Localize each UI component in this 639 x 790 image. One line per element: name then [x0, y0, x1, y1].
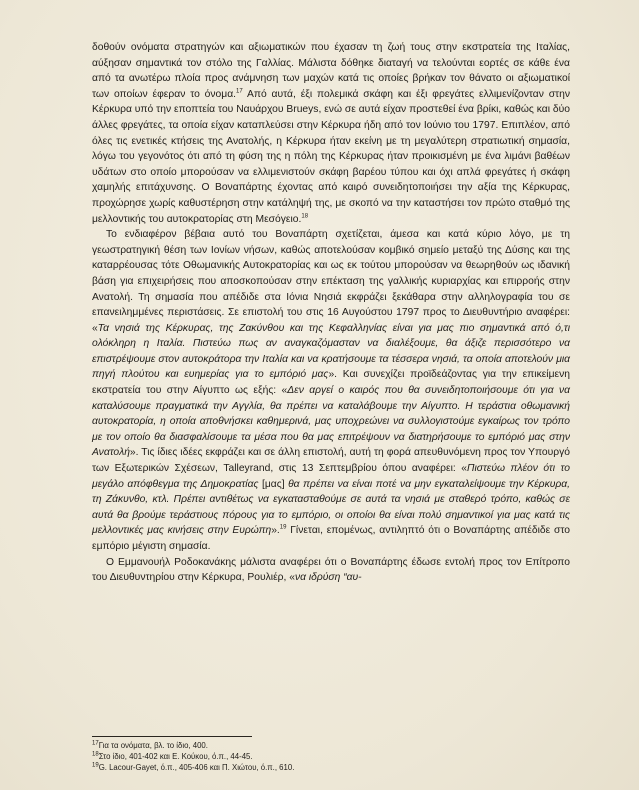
quoted-text: Πιστεύω πλέον ότι το μεγάλο απόφθεγμα της Δημοκρατίας	[92, 463, 570, 490]
body-text	[92, 40, 570, 586]
footnote-text: G. Lacour-Gayet, ό.π., 405-406 και Π. Χιώτου, ό.π., 610.	[98, 762, 295, 772]
text-run: Από αυτά, έξι πολεμικά σκάφη και έξι φρεγάτες ελλιμενίζονταν στην Κέρκυρα υπό την εποπτεία του Ναυάρχου Brueys, ενώ σε αυτά είχαν προστεθεί ένα βρίκι, καθώς και δύο άλλες φρεγάτες, τα οποία είχαν καταπλεύσει στην Κέρκυρα ήδη από τον Ιούνιο του 1797. Επιπλέον, από όλες τις ενετικές κτήσεις της Ανατολής, η Κέρκυρα ήταν εκείνη με τη μεγαλύτερη στρατιωτική σημασία, λόγω του γεγονότος ότι από τη φύση της η πόλη της Κέρκυρας ήταν προικισμένη με ένα λιμάνι βαθέων υδάτων στο οποίο μπορούσαν να ελλιμενιστούν σκάφη βαρέου τύπου και όχι απλά φρεγάτες ή σκάφη χαμηλής επιτάχυνσης. Ο Βοναπάρτης έχοντας από καιρό συνειδητοποιήσει την αξία της Κέρκυρας, προχώρησε χωρίς καθυστέρηση στην κατάληψή της, με σκοπό να την καταστήσει τον πρώτο σταθμό της μελλοντικής του αυτοκρατορίας στη Μεσόγειο.	[92, 88, 571, 225]
text-run: Γίνεται, επομένως, αντιληπτό ότι ο Βοναπάρτης απέδιδε στο εμπόριο μέγιστη σημασία.	[92, 525, 570, 552]
paragraph	[92, 555, 570, 586]
paragraph	[92, 227, 570, 554]
footnote	[92, 741, 570, 752]
footnote-ref: 18	[301, 213, 309, 220]
footnote-ref: 19	[279, 524, 287, 531]
footnote-number: 19	[92, 762, 99, 768]
text-run: [μας]	[261, 478, 285, 490]
footnote-text: Για τα ονόματα, βλ. το ίδιο, 400.	[98, 741, 208, 750]
paragraph	[92, 40, 570, 227]
footnote-number: 17	[92, 740, 99, 747]
quoted-text: Τα νησιά της Κέρκυρας, της Ζακύνθου και της Κεφαλληνίας είναι για μας πιο σημαντικά από ό,τι ολόκληρη η Ιταλία. Πιστεύω πως αν αναγκαζόμασταν να διαλέξουμε, θα άξιζε περισσότερο να επιστρέψουμε στον αυτοκράτορα την Ιταλία και να κρατήσουμε τα τέσσερα νησιά, τα οποία αποτελούν μια πηγή πλούτου και ευημερίας για το εμπόριό μας	[92, 322, 570, 381]
text-run: Ο Εμμανουήλ Ροδοκανάκης μάλιστα αναφέρει ότι ο Βοναπάρτης έδωσε εντολή προς τον Επίτροπο του Διευθυντηρίου στην Κέρκυρα, Ρουλιέρ, «	[92, 556, 570, 584]
footnotes	[92, 736, 570, 773]
footnote-text: Στο ίδιο, 401-402 και Ε. Κούκου, ό.π., 44-45.	[98, 751, 253, 761]
quoted-text: θα πρέπει να είναι ποτέ να μην εγκαταλείψουμε την Κέρκυρα, τη Ζάκυνθο, κτλ. Πρέπει αντιθέτως να εγκατασταθούμε σε αυτά τα νησιά με σταθερό τρόπο, καθώς σε αυτά θα βρούμε τεράστιους πόρους για το εμπόριο, οι οποίοι θα είναι πολύ σημαντικοί για μας κατά τις μελλοντικές μας κινήσεις στην Ευρώπη	[92, 478, 571, 537]
quoted-text: να ιδρύση “αυ-	[294, 572, 362, 584]
text-run: ». Και συνεχίζει προϊδεάζοντας για την επικείμενη εκστρατεία του στην Αίγυπτο ως εξής: «	[92, 369, 570, 397]
footnote-rule	[92, 736, 252, 737]
footnote	[92, 752, 570, 763]
footnote-number: 18	[92, 751, 99, 758]
footnote-list	[92, 741, 570, 773]
footnote	[92, 763, 570, 774]
footnote-ref: 17	[236, 88, 243, 95]
quoted-text: Δεν αργεί ο καιρός που θα συνειδητοποιήσουμε ότι για να καταλύσουμε πραγματικά την Αγγλία, θα πρέπει να καταλάβουμε την Αίγυπτο. Η τεράστια οθωμανική αυτοκρατορία, η οποία αποθνήσκει καθημερινά, μας υποχρεώνει να συλλογιστούμε εγκαίρως τον τρόπο με τον οποίο θα διασφαλίσουμε τα μέσα που θα μας επιτρέψουν να διατηρήσουμε το εμπόριό μας στην Ανατολή	[92, 385, 570, 459]
text-run: δοθούν ονόματα στρατηγών και αξιωματικών που έχασαν τη ζωή τους στην εκστρατεία της Ιταλίας, αύξησαν σημαντικά τον στόλο της Γαλλίας. Μάλιστα δόθηκε διαταγή να τελούνται εορτές σε κάθε ένα από τα ανωτέρω πλοία προς ανάμνηση των μαχών κατά τις οποίες βρήκαν τον θάνατο οι αξιωματικοί των οποίων έφεραν το όνομα.	[92, 42, 570, 100]
text-run: Το ενδιαφέρον βέβαια αυτό του Βοναπάρτη σχετίζεται, άμεσα και κατά κύριο λόγο, με τη γεωστρατηγική θέση των Ιονίων νήσων, καθώς αποτελούσαν κομβικό σημείο μεταξύ της Δύσης και της καταρρέουσας τότε Οθωμανικής Αυτοκρατορίας και ως εκ τούτου μπορούσαν να θεωρηθούν ως ιδανική βάση για επιχειρήσεις που αποσκοπούσαν στην επέκταση της γαλλικής κυριαρχίας και επιρροής στην Ανατολή. Τη σημασία που απέδιδε στα Ιόνια Νησιά εκφράζει ξεκάθαρα στην αλληλογραφία του σε επανειλημμένες περιστάσεις. Σε επιστολή του στις 16 Αυγούστου 1797 προς το Διευθυντήριο αναφέρει: «	[92, 229, 570, 334]
text-run: ». Τις ίδιες ιδέες εκφράζει και σε άλλη επιστολή, αυτή τη φορά απευθυνόμενη προς τον Υπουργό των Εξωτερικών Σχέσεων, Talleyrand, στις 13 Σεπτεμβρίου όπου αναφέρει: «	[92, 447, 570, 475]
text-run: ».	[271, 525, 280, 537]
